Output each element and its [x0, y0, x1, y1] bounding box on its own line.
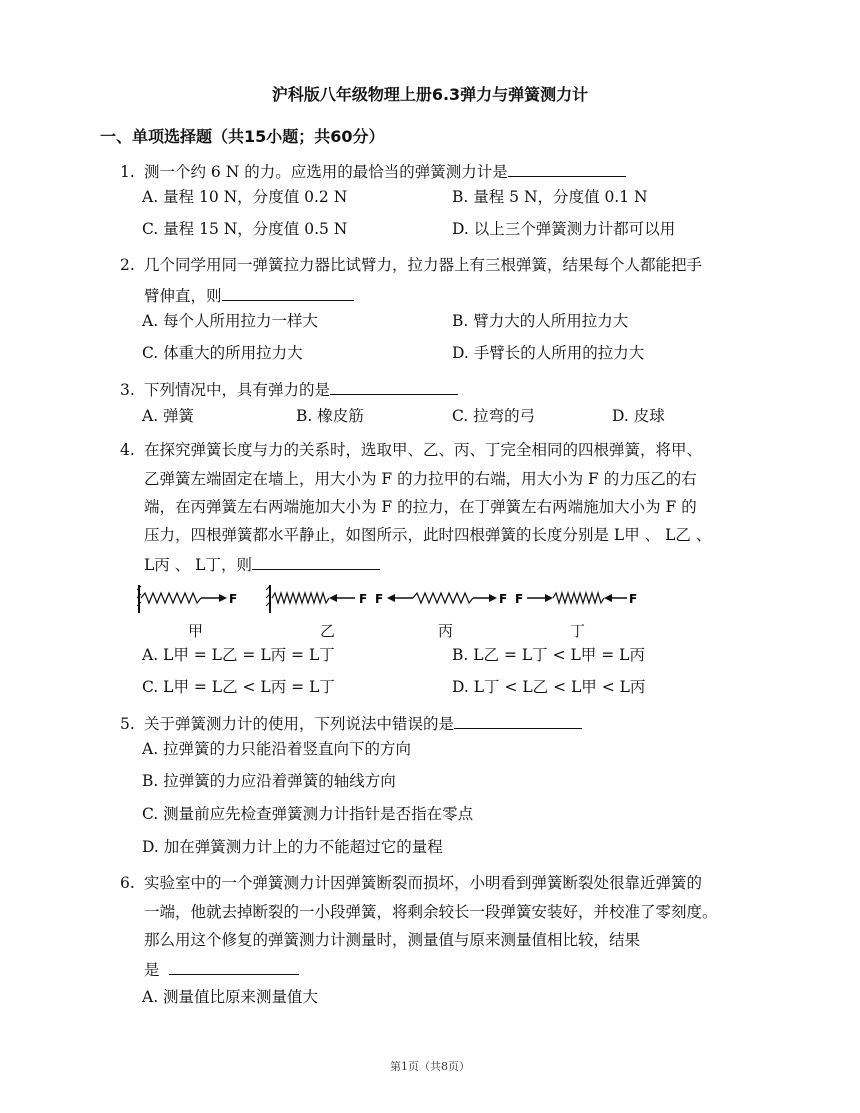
answer-blank[interactable]: [222, 284, 354, 301]
answer-blank[interactable]: [330, 378, 458, 395]
figure-label-yi: 乙: [320, 622, 336, 640]
question-6-stem-line3: 那么用这个修复的弹簧测力计测量时，测量值与原来测量值相比较，结果: [144, 931, 641, 949]
answer-blank[interactable]: [508, 160, 626, 177]
force-label: F: [229, 592, 238, 606]
page-footer: 第1页（共8页）: [390, 1060, 470, 1073]
document-title: 沪科版八年级物理上册6.3弹力与弹簧测力计: [271, 85, 589, 104]
q4-option-b[interactable]: B. L乙 = L丁 < L甲 = L丙: [452, 646, 645, 664]
q1-option-a[interactable]: A. 量程 10 N，分度值 0.2 N: [142, 188, 348, 206]
question-1-stem: 1. 测一个约 6 N 的力。应选用的最恰当的弹簧测力计是: [120, 160, 626, 182]
q6-option-a[interactable]: A. 测量值比原来测量值大: [142, 988, 319, 1006]
section-heading: 一、单项选择题（共15小题；共60分）: [100, 127, 385, 146]
question-6-stem-line4: 是: [144, 958, 299, 980]
springs-figure: [137, 582, 642, 616]
question-6-stem: 6. 实验室中的一个弹簧测力计因弹簧断裂而损坏，小明看到弹簧断裂处很靠近弹簧的: [120, 874, 703, 892]
force-label: F: [499, 592, 508, 606]
question-4-stem-line3: 端，在丙弹簧左右两端施加大小为 F 的拉力，在丁弹簧左右两端施加大小为 F 的: [144, 498, 697, 516]
q2-option-c[interactable]: C. 体重大的所用拉力大: [142, 344, 303, 362]
question-3-stem: 3. 下列情况中，具有弹力的是: [120, 378, 458, 400]
question-4-stem-line5: L丙 、 L丁，则: [144, 553, 380, 575]
q3-option-b[interactable]: B. 橡皮筋: [296, 407, 364, 425]
force-label: F: [629, 592, 638, 606]
answer-blank[interactable]: [169, 958, 299, 975]
q4-option-c[interactable]: C. L甲 = L乙 < L丙 = L丁: [142, 678, 335, 696]
q5-option-b[interactable]: B. 拉弹簧的力应沿着弹簧的轴线方向: [142, 772, 396, 790]
q5-option-d[interactable]: D. 加在弹簧测力计上的力不能超过它的量程: [142, 838, 443, 856]
spring-yi: [266, 585, 355, 613]
q2-option-b[interactable]: B. 臂力大的人所用拉力大: [452, 312, 629, 330]
question-2-stem: 2. 几个同学用同一弹簧拉力器比试臂力，拉力器上有三根弹簧，结果每个人都能把手: [120, 256, 703, 274]
answer-blank[interactable]: [252, 553, 380, 570]
q5-option-c[interactable]: C. 测量前应先检查弹簧测力计指针是否指在零点: [142, 805, 474, 823]
figure-label-jia: 甲: [188, 622, 204, 640]
question-5-stem: 5. 关于弹簧测力计的使用，下列说法中错误的是: [120, 712, 582, 734]
answer-blank[interactable]: [454, 712, 582, 729]
q2-option-d[interactable]: D. 手臂长的人所用的拉力大: [452, 344, 645, 362]
figure-label-bing: 丙: [438, 622, 454, 640]
q3-option-c[interactable]: C. 拉弯的弓: [452, 407, 536, 425]
force-label: F: [359, 592, 368, 606]
spring-bing: [375, 592, 507, 606]
q1-option-b[interactable]: B. 量程 5 N，分度值 0.1 N: [452, 188, 648, 206]
question-4-stem-line2: 乙弹簧左端固定在墙上，用大小为 F 的力拉甲的右端，用大小为 F 的力压乙的右: [144, 470, 697, 488]
question-4-stem-line4: 压力，四根弹簧都水平静止，如图所示，此时四根弹簧的长度分别是 L甲 、 L乙 、: [144, 526, 712, 544]
q3-option-a[interactable]: A. 弹簧: [142, 407, 195, 425]
q1-option-d[interactable]: D. 以上三个弹簧测力计都可以用: [452, 220, 676, 238]
spring-ding: [515, 592, 637, 606]
q4-option-a[interactable]: A. L甲 = L乙 = L丙 = L丁: [142, 646, 335, 664]
question-2-stem-cont: 臂伸直，则: [144, 284, 354, 306]
question-4-stem: 4. 在探究弹簧长度与力的关系时，选取甲、乙、丙、丁完全相同的四根弹簧，将甲、: [120, 441, 703, 459]
question-6-stem-line2: 一端，他就去掉断裂的一小段弹簧，将剩余较长一段弹簧安装好，并校准了零刻度。: [144, 903, 718, 921]
q3-option-d[interactable]: D. 皮球: [612, 407, 665, 425]
q1-option-c[interactable]: C. 量程 15 N，分度值 0.5 N: [142, 220, 348, 238]
q2-option-a[interactable]: A. 每个人所用拉力一样大: [142, 312, 319, 330]
force-label: F: [515, 592, 524, 606]
figure-label-ding: 丁: [570, 622, 586, 640]
q5-option-a[interactable]: A. 拉弹簧的力只能沿着竖直向下的方向: [142, 740, 412, 758]
q4-option-d[interactable]: D. L丁 < L乙 < L甲 < L丙: [452, 678, 646, 696]
force-label: F: [375, 592, 384, 606]
spring-jia: [137, 585, 227, 613]
